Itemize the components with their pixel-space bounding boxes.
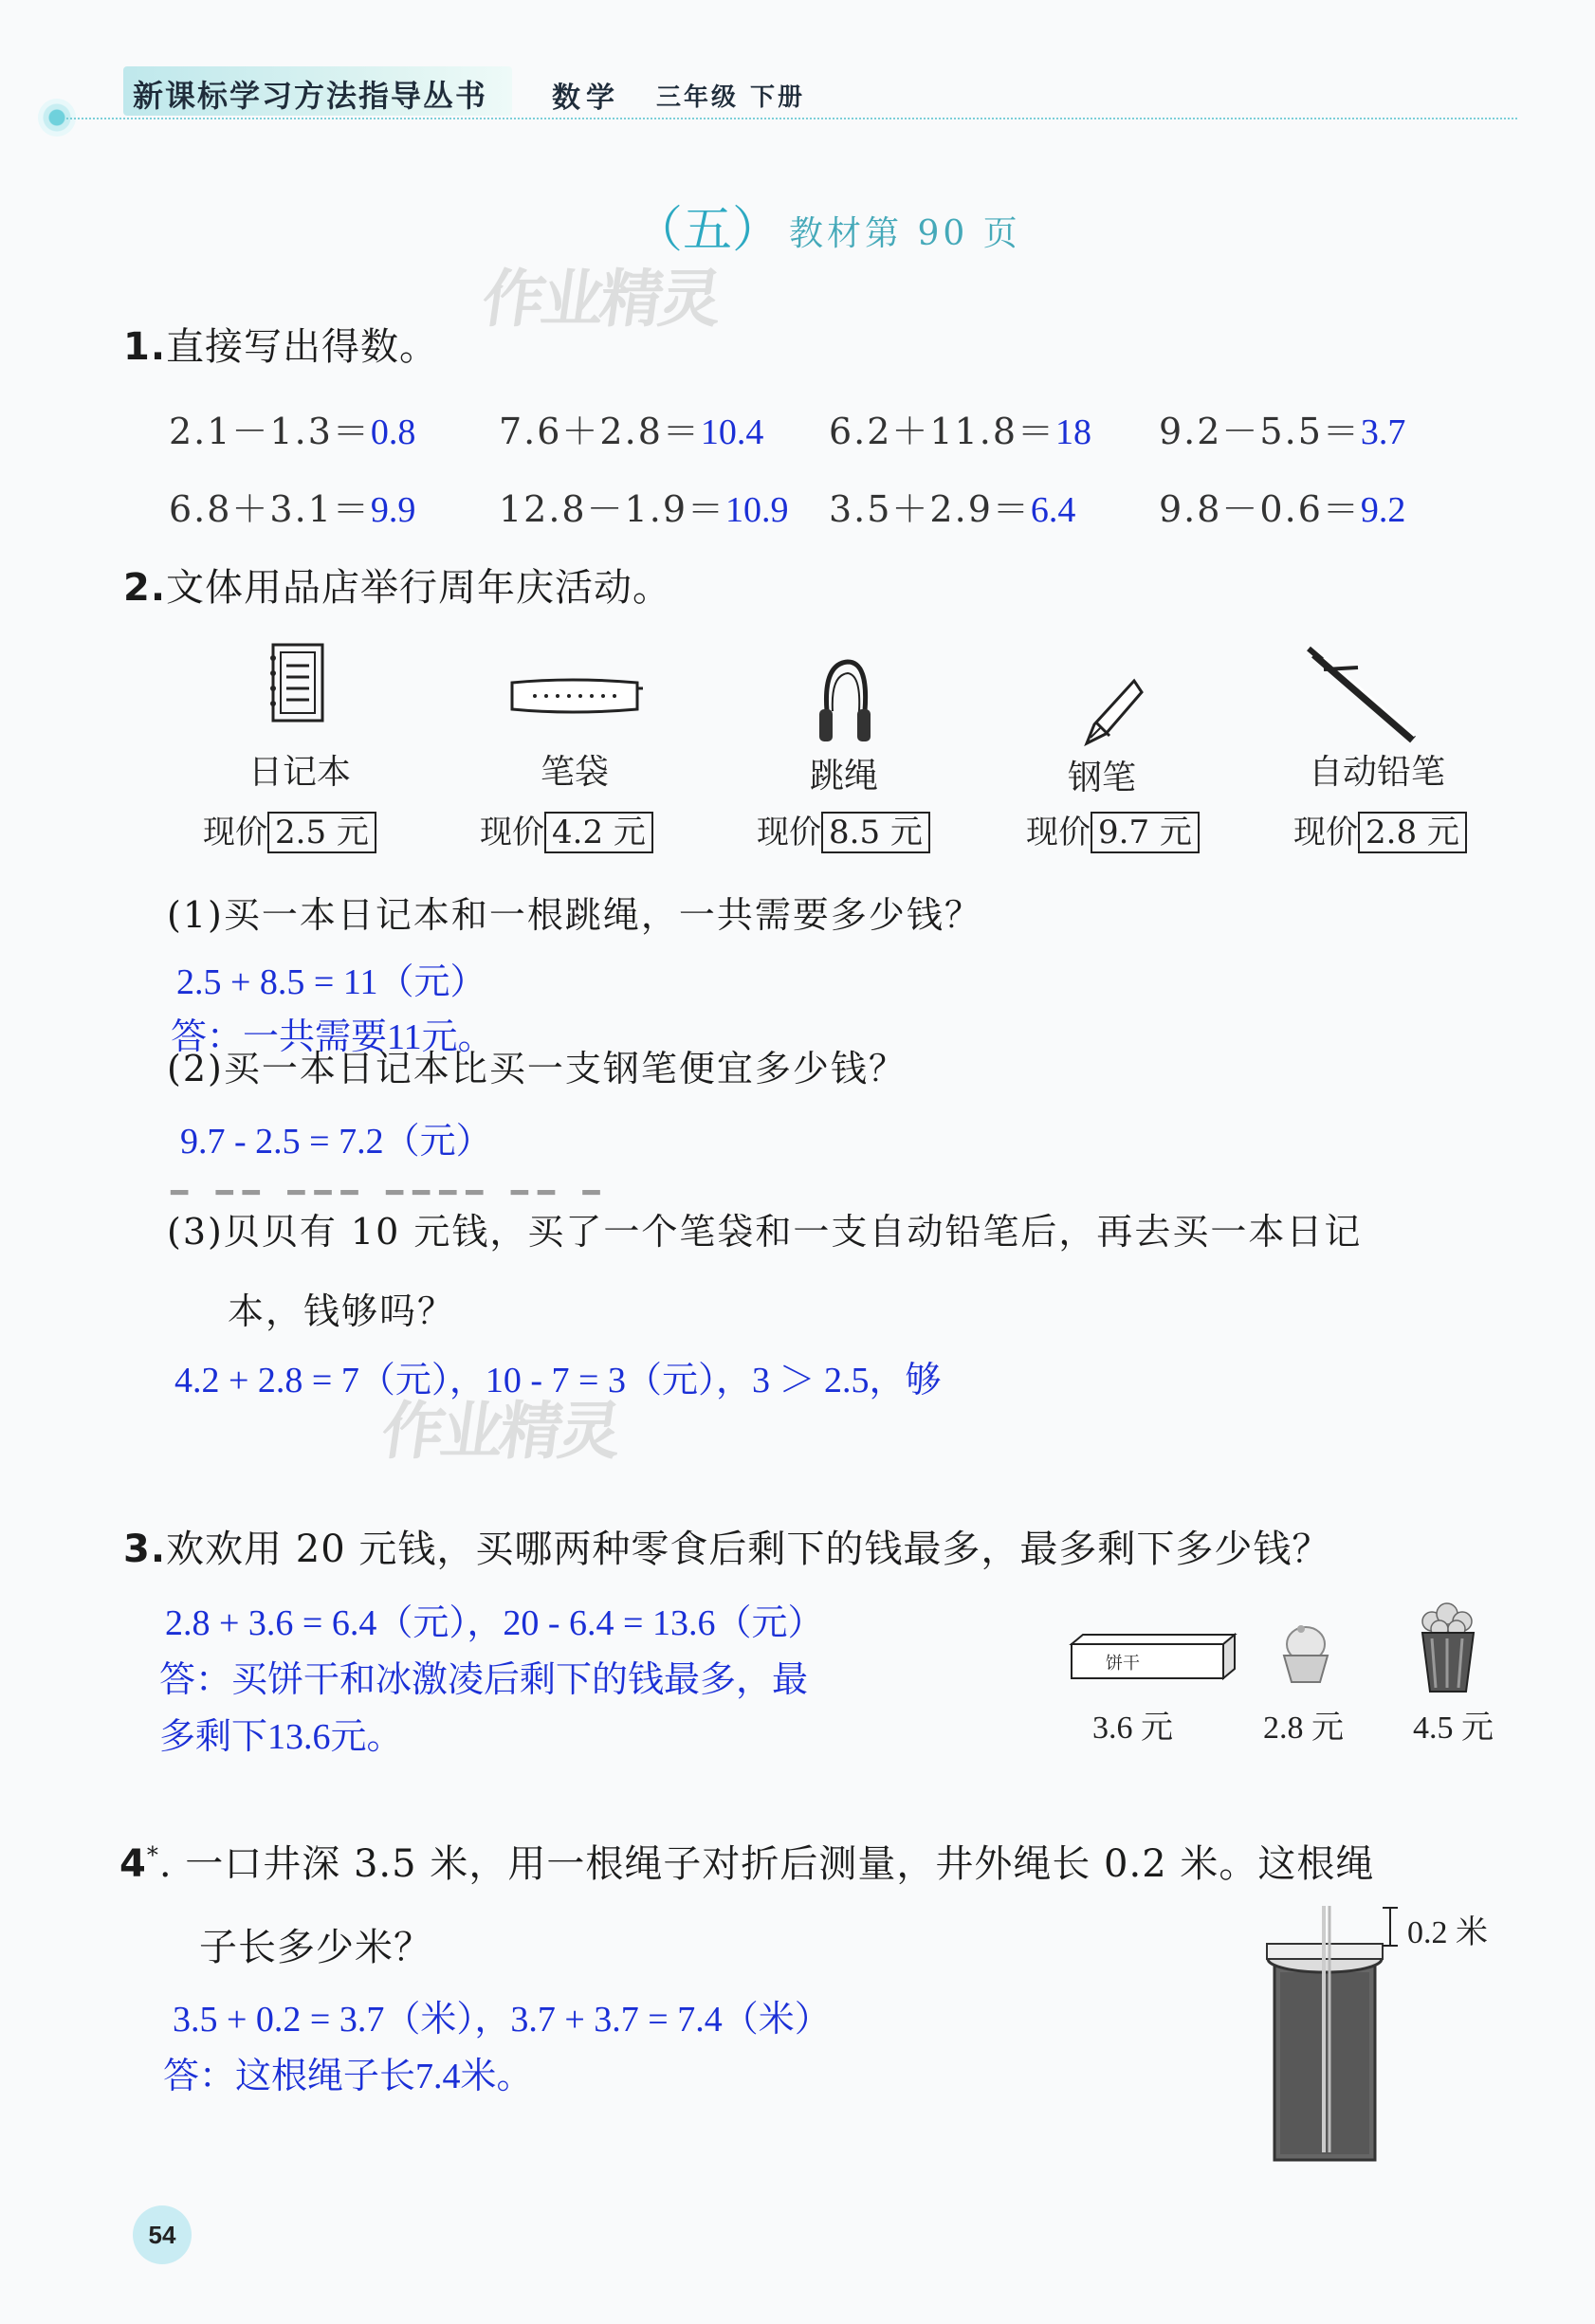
calc-item: 9.8－0.6＝9.2 [1159,488,1406,530]
question-3 [123,1519,1330,1573]
item-name: 笔袋 [540,753,609,792]
item-name: 跳绳 [809,757,878,796]
section-page-ref: 教材第 90 页 [789,214,1021,253]
pencil-case-icon [504,675,647,719]
answer-text: 多剩下13.6元。 [159,1717,403,1757]
calc-item: 9.2－5.5＝3.7 [1159,411,1406,452]
question-text: 直接写出得数。 [166,325,439,369]
question-text: 欢欢用 20 元钱，买哪两种零食后剩下的钱最多，最多剩下多少钱？ [166,1528,1331,1571]
question-number: 3. [123,1528,167,1571]
question-number: 1. [123,325,167,369]
question-4-cont: 子长多少米？ [199,1926,432,1969]
item-name: 日记本 [248,753,351,792]
page-number: 54 [133,2205,192,2264]
obscured-answer-line: ━ ━━ ━━━ ━━━━ ━━ ━ [171,1177,610,1210]
mechanical-pencil-icon [1301,641,1424,745]
rope-length-label: 0.2 米 [1407,1915,1488,1950]
calc-item: 7.6＋2.8＝10.4 [499,411,764,452]
answer-work: 9.7 - 2.5 = 7.2（元） [180,1122,492,1162]
section-number: （五） [633,202,782,259]
challenge-star: * [146,1841,159,1869]
calc-item: 6.2＋11.8＝18 [829,411,1092,452]
sub-question-3: (3)贝贝有 10 元钱，买了一个笔袋和一支自动铅笔后，再去买一本日记 [167,1211,1363,1253]
answer-work: 2.5 + 8.5 = 11（元） [176,962,486,1002]
answer-text: 答：买饼干和冰激凌后剩下的钱最多，最 [159,1660,809,1700]
answer-text: 答：一共需要11元。 [171,1017,494,1057]
biscuit-box-label: 饼干 [1106,1654,1140,1674]
snack-price: 3.6 元 [1092,1711,1173,1746]
watermark: 作业精灵 [376,1395,623,1468]
header-series-title: 新课标学习方法指导丛书 [133,78,488,114]
question-number: 4 [119,1842,147,1886]
snack-price: 4.5 元 [1413,1711,1494,1746]
question-1 [123,317,438,371]
biscuit-box-icon [1068,1631,1238,1684]
answer-work: 3.5 + 0.2 = 3.7（米），3.7 + 3.7 = 7.4（米） [173,2000,831,2040]
header-divider [66,118,1517,119]
question-2 [123,558,671,612]
item-name: 自动铅笔 [1308,753,1445,792]
snack-price: 2.8 元 [1263,1711,1344,1746]
item-price: 现价 9.7 元 [1026,806,1200,853]
header-subject: 数学 [552,82,620,115]
ice-cream-icon [1273,1616,1339,1692]
item-name: 钢笔 [1067,759,1136,797]
question-4 [119,1834,1374,1888]
popcorn-icon [1415,1601,1481,1695]
well-diagram [1261,1906,1403,2171]
question-text: 文体用品店举行周年庆活动。 [166,566,672,610]
question-text: . 一口井深 3.5 米，用一根绳子对折后测量，井外绳长 0.2 米。这根绳 [158,1842,1375,1886]
answer-work: 4.2 + 2.8 = 7（元），10 - 7 = 3（元），3 ＞ 2.5，够 [174,1361,942,1400]
fountain-pen-icon [1068,675,1144,751]
item-price: 现价 2.8 元 [1293,806,1467,853]
item-price: 现价 8.5 元 [757,806,930,853]
sub-question-1: (1)买一本日记本和一根跳绳，一共需要多少钱？ [167,894,982,936]
calc-item: 2.1－1.3＝0.8 [169,411,416,452]
calc-item: 12.8－1.9＝10.9 [499,488,789,530]
calc-item: 3.5＋2.9＝6.4 [829,488,1076,530]
header-grade: 三年级 下册 [656,83,806,112]
sub-question-2: (2)买一本日记本比买一支钢笔便宜多少钱？ [167,1048,907,1089]
jump-rope-icon [806,654,882,749]
item-price: 现价 4.2 元 [480,806,653,853]
answer-text: 答：这根绳子长7.4米。 [163,2057,533,2096]
answer-work: 2.8 + 3.6 = 6.4（元），20 - 6.4 = 13.6（元） [165,1603,824,1643]
item-price: 现价 2.5 元 [203,806,376,853]
calc-item: 6.8＋3.1＝9.9 [169,488,416,530]
question-number: 2. [123,566,167,610]
notebook-icon [266,641,332,726]
watermark: 作业精灵 [477,263,724,336]
sub-question-3-cont: 本，钱够吗？ [228,1290,456,1332]
